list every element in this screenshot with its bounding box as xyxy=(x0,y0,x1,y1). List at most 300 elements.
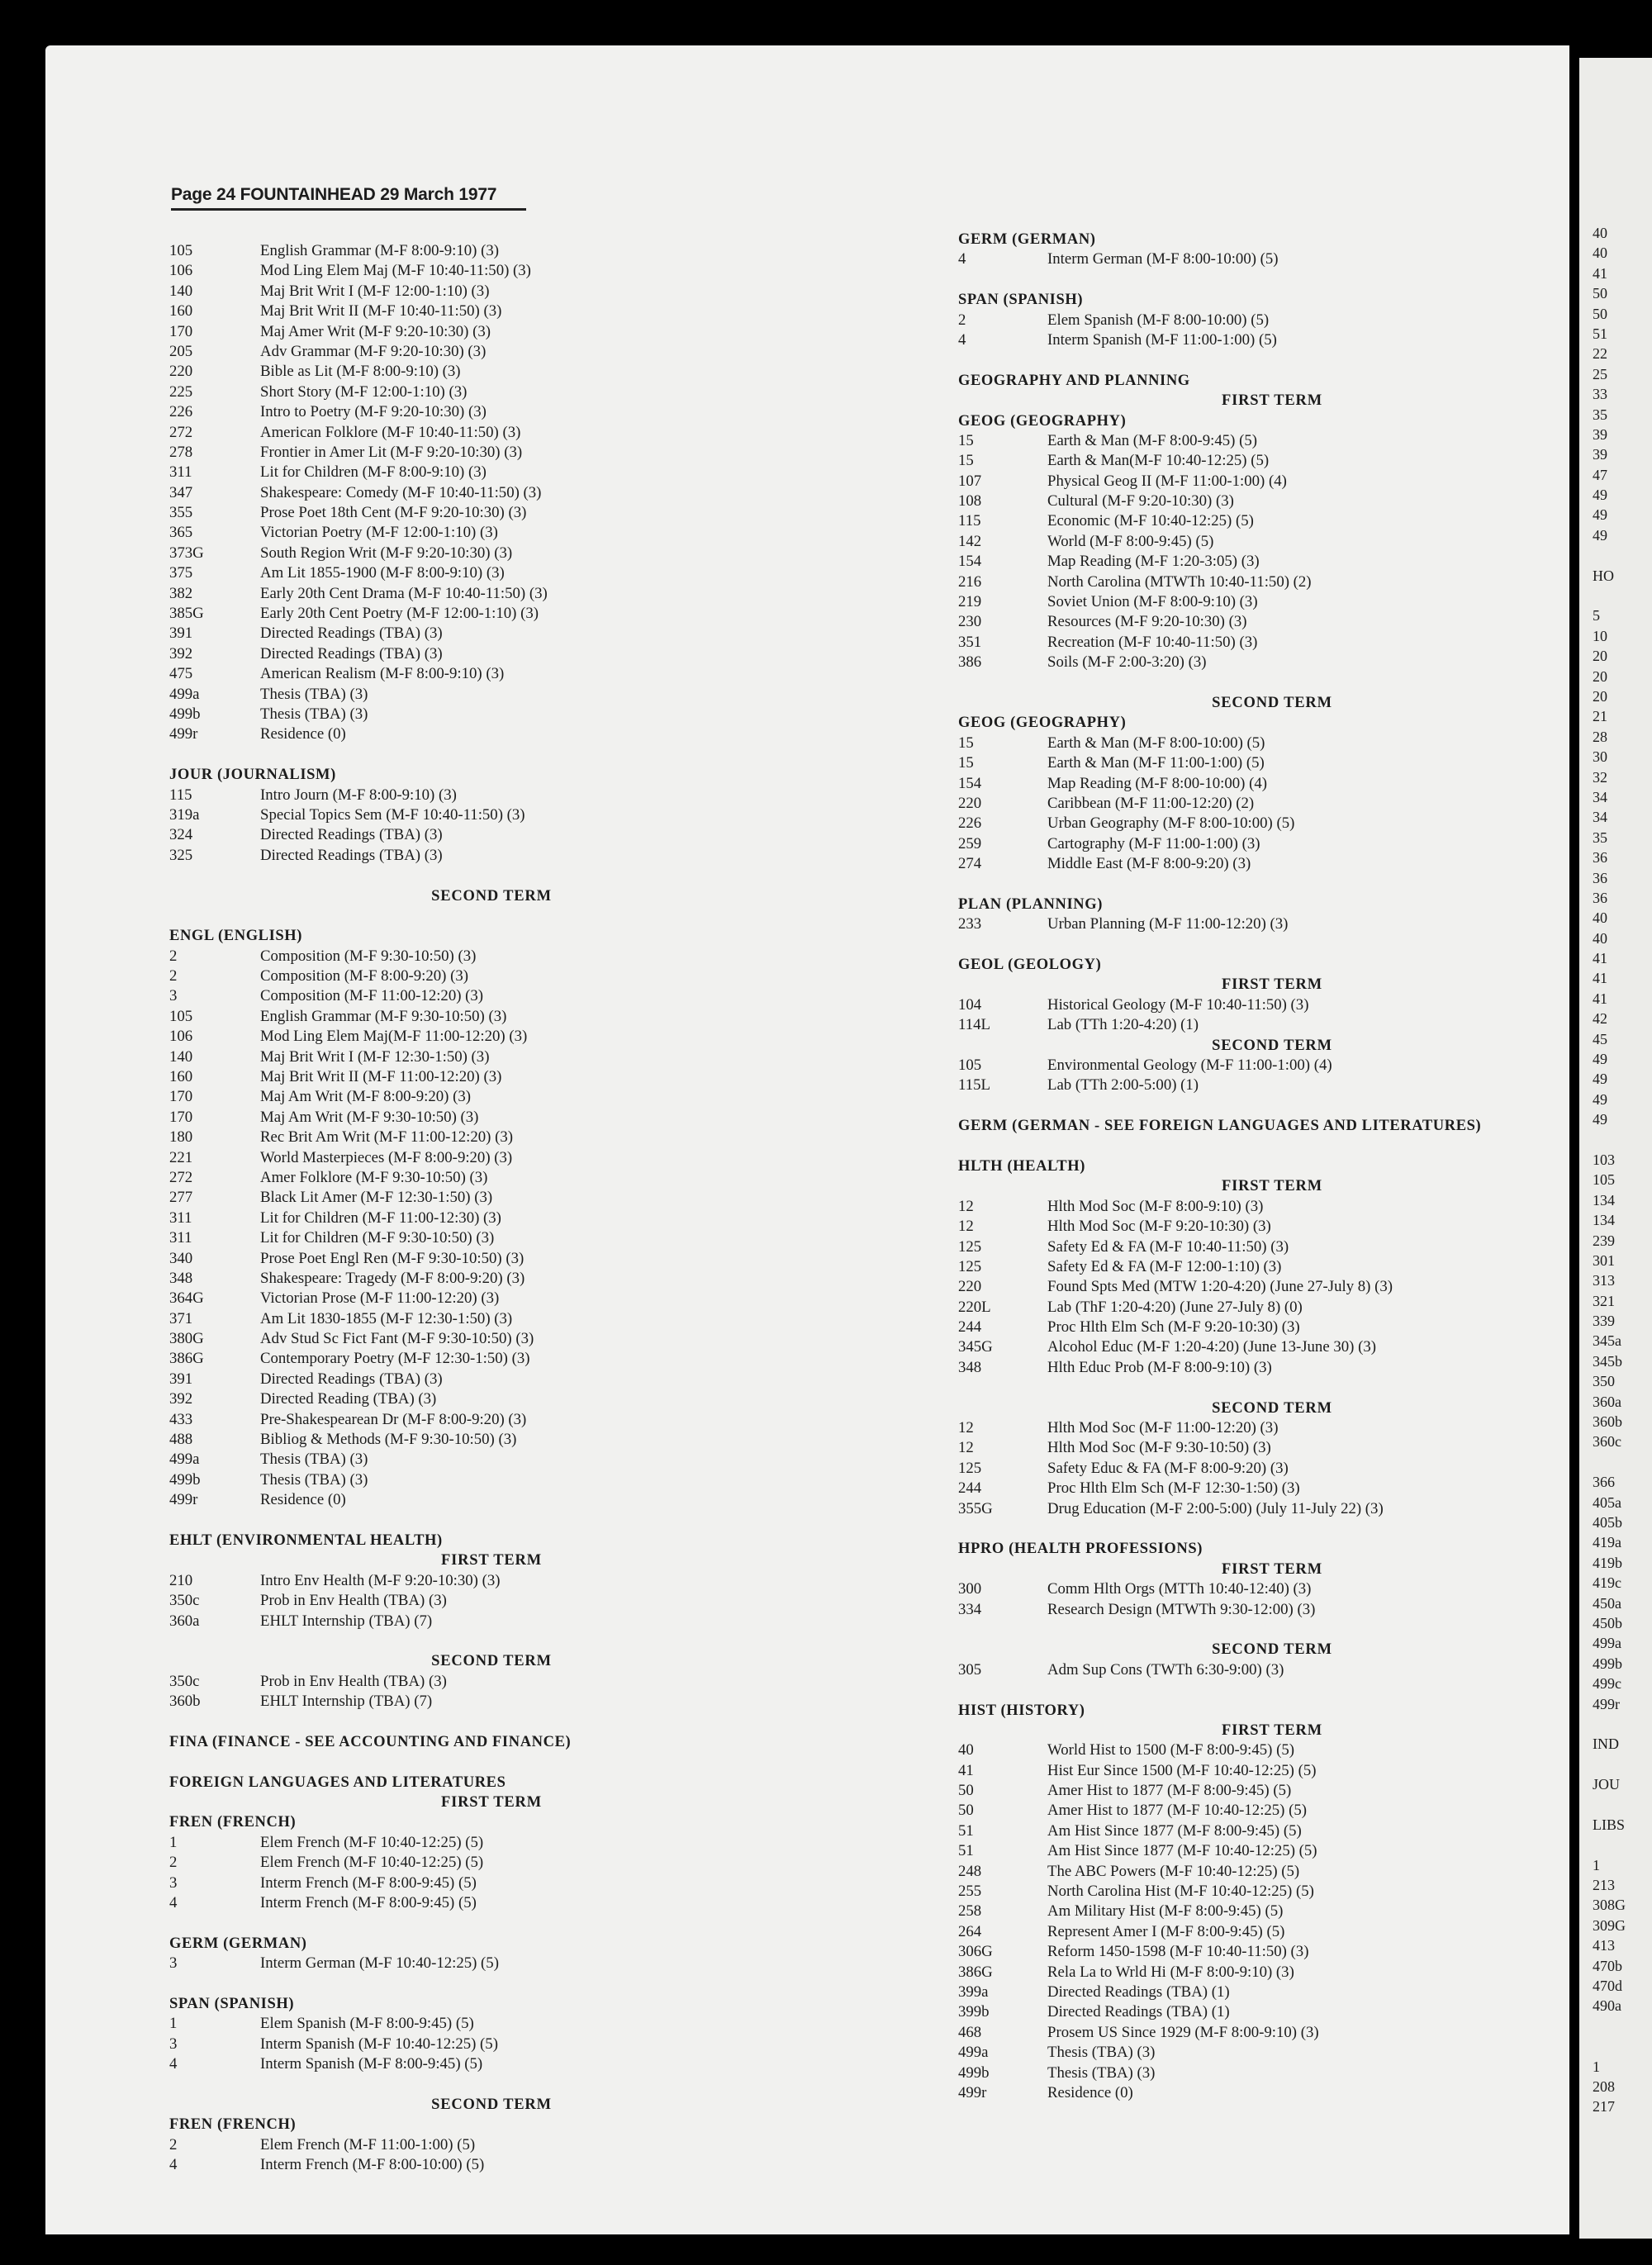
course-title: Residence (0) xyxy=(260,1491,346,1509)
course-title: Hlth Educ Prob (M-F 8:00-9:10) (3) xyxy=(1047,1358,1272,1376)
section-heading: PLAN (PLANNING) xyxy=(958,895,1103,913)
course-title: Economic (M-F 10:40-12:25) (5) xyxy=(1047,512,1254,530)
course-row xyxy=(169,1168,913,1188)
course-row xyxy=(169,463,913,482)
course-number: 319a xyxy=(169,805,200,824)
course-number: 499b xyxy=(958,2063,990,2082)
course-row xyxy=(169,282,913,302)
course-title: Earth & Man (M-F 8:00-10:00) (5) xyxy=(1047,734,1265,752)
course-number: 499r xyxy=(169,1491,198,1509)
course-number: 107 xyxy=(958,472,982,490)
section-heading: GERM (GERMAN - SEE FOREIGN LANGUAGES AND LITERATURES) xyxy=(958,1118,1482,1135)
spacer xyxy=(1593,2016,1650,2036)
course-number: 244 xyxy=(958,1479,982,1498)
course-number: 399b xyxy=(958,2003,990,2021)
course-title: Amer Hist to 1877 (M-F 10:40-12:25) (5) xyxy=(1047,1802,1308,1820)
course-title: Prose Poet Engl Ren (M-F 9:30-10:50) (3) xyxy=(260,1249,525,1267)
course-number: 386G xyxy=(958,1963,993,1981)
course-row xyxy=(169,443,913,463)
course-title: Prosem US Since 1929 (M-F 8:00-9:10) (3) xyxy=(1047,2023,1319,2041)
term-heading: SECOND TERM xyxy=(1212,1641,1332,1659)
course-title: Thesis (TBA) (3) xyxy=(1047,2044,1156,2062)
course-title: Elem French (M-F 11:00-1:00) (5) xyxy=(260,2135,476,2153)
course-number: 382 xyxy=(169,584,193,602)
course-row xyxy=(169,1389,913,1409)
course-row xyxy=(958,1781,1569,1801)
course-row xyxy=(169,544,913,563)
course-title: Directed Readings (TBA) (1) xyxy=(1047,2003,1230,2021)
right-edge-course-column xyxy=(1593,223,1650,2117)
course-title: Represent Amer I (M-F 8:00-9:45) (5) xyxy=(1047,1922,1285,1940)
course-number: 4 xyxy=(169,2156,178,2174)
course-title: Interm Spanish (M-F 8:00-9:45) (5) xyxy=(260,2055,483,2073)
course-row xyxy=(958,854,1569,874)
course-row xyxy=(169,423,913,443)
course-number-fragment: 301 xyxy=(1593,1251,1615,1269)
spacer xyxy=(169,1974,913,1994)
course-number-fragment: 34 xyxy=(1593,788,1607,805)
course-row xyxy=(169,1954,913,1973)
course-row xyxy=(169,724,913,744)
course-number-fragment: 360b xyxy=(1593,1413,1622,1431)
term-heading: SECOND TERM xyxy=(1212,694,1332,711)
course-title: Composition (M-F 9:30-10:50) (3) xyxy=(260,947,477,965)
course-number: 355 xyxy=(169,504,193,522)
course-number-fragment: 103 xyxy=(1593,1151,1615,1168)
course-title: English Grammar (M-F 9:30-10:50) (3) xyxy=(260,1007,507,1025)
course-title: EHLT Internship (TBA) (7) xyxy=(260,1612,433,1630)
course-number-fragment: 41 xyxy=(1593,970,1607,987)
course-title: American Realism (M-F 8:00-9:10) (3) xyxy=(260,665,505,683)
course-row xyxy=(169,664,913,684)
course-number: 4 xyxy=(169,1894,178,1912)
course-number: 380G xyxy=(169,1330,204,1348)
course-number: 499a xyxy=(958,2044,989,2062)
course-number: 12 xyxy=(958,1439,974,1457)
course-row xyxy=(958,834,1569,854)
course-row xyxy=(169,1410,913,1430)
course-row xyxy=(958,1660,1569,1680)
course-title: Maj Brit Writ I (M-F 12:30-1:50) (3) xyxy=(260,1047,490,1066)
masthead-rule xyxy=(171,208,526,211)
course-number: 226 xyxy=(958,814,982,833)
course-row xyxy=(169,1349,913,1369)
course-title: Recreation (M-F 10:40-11:50) (3) xyxy=(1047,633,1258,651)
course-number-fragment: 1 xyxy=(1593,2058,1600,2075)
course-number-fragment: 30 xyxy=(1593,748,1607,766)
course-title: Maj Brit Writ II (M-F 11:00-12:20) (3) xyxy=(260,1068,502,1086)
course-title: Earth & Man (M-F 11:00-1:00) (5) xyxy=(1047,754,1265,772)
course-number-fragment: 28 xyxy=(1593,728,1607,745)
course-title: Safety Ed & FA (M-F 10:40-11:50) (3) xyxy=(1047,1237,1289,1256)
course-title: Early 20th Cent Drama (M-F 10:40-11:50) (3) xyxy=(260,584,548,602)
course-title: Urban Planning (M-F 11:00-12:20) (3) xyxy=(1047,915,1289,933)
course-title: Physical Geog II (M-F 11:00-1:00) (4) xyxy=(1047,472,1287,490)
course-number-fragment: 40 xyxy=(1593,225,1607,241)
course-title: Shakespeare: Comedy (M-F 10:40-11:50) (3) xyxy=(260,483,542,501)
course-row xyxy=(958,311,1569,330)
course-row xyxy=(958,794,1569,814)
spacer xyxy=(169,2075,913,2095)
course-number: 499a xyxy=(169,685,200,703)
course-row xyxy=(169,584,913,604)
term-heading: FIRST TERM xyxy=(1222,1560,1322,1578)
course-row xyxy=(958,1277,1569,1297)
course-number: 12 xyxy=(958,1218,974,1236)
course-row xyxy=(169,1450,913,1470)
course-row xyxy=(958,1076,1569,1095)
course-row xyxy=(958,1600,1569,1620)
course-number-fragment: 10 xyxy=(1593,627,1607,644)
course-number: 2 xyxy=(169,947,178,965)
course-row xyxy=(958,995,1569,1015)
course-number-fragment: 40 xyxy=(1593,245,1607,262)
course-title: Intro Journ (M-F 8:00-9:10) (3) xyxy=(260,786,457,804)
course-number: 15 xyxy=(958,452,974,470)
course-title: Directed Readings (TBA) (3) xyxy=(260,624,443,643)
course-number-fragment: IND xyxy=(1593,1736,1619,1753)
course-number-fragment: 49 xyxy=(1593,1051,1607,1068)
spacer xyxy=(169,1631,913,1651)
course-row xyxy=(169,1853,913,1873)
course-number: 488 xyxy=(169,1431,193,1449)
section-heading: GEOGRAPHY AND PLANNING xyxy=(958,372,1190,389)
course-number: 106 xyxy=(169,262,193,280)
term-heading: FIRST TERM xyxy=(441,1552,542,1569)
course-number: 499b xyxy=(169,705,201,723)
course-number: 248 xyxy=(958,1862,982,1880)
course-number: 3 xyxy=(169,2035,178,2053)
course-title: Hlth Mod Soc (M-F 11:00-12:20) (3) xyxy=(1047,1419,1279,1437)
spacer xyxy=(958,1137,1569,1156)
course-row xyxy=(958,1982,1569,2002)
course-title: Intro Env Health (M-F 9:20-10:30) (3) xyxy=(260,1571,501,1589)
course-number: 311 xyxy=(169,1229,192,1247)
course-number: 360a xyxy=(169,1612,200,1630)
section-heading: GEOG (GEOGRAPHY) xyxy=(958,412,1127,430)
course-title: Maj Brit Writ I (M-F 12:00-1:10) (3) xyxy=(260,282,490,300)
spacer xyxy=(1593,1835,1650,1854)
course-number: 348 xyxy=(958,1358,982,1376)
course-number-fragment: 33 xyxy=(1593,386,1607,403)
course-number-fragment: 105 xyxy=(1593,1171,1615,1189)
section-heading: HLTH (HEALTH) xyxy=(958,1157,1085,1175)
course-number: 340 xyxy=(169,1249,193,1267)
spacer xyxy=(169,1913,913,1933)
course-title: Mod Ling Elem Maj(M-F 11:00-12:20) (3) xyxy=(260,1028,528,1046)
section-heading: FOREIGN LANGUAGES AND LITERATURES xyxy=(169,1774,506,1791)
course-number: 360b xyxy=(169,1693,201,1711)
course-row xyxy=(169,986,913,1006)
course-row xyxy=(958,1499,1569,1519)
course-title: Prob in Env Health (TBA) (3) xyxy=(260,1672,447,1690)
course-number: 468 xyxy=(958,2023,982,2041)
course-row xyxy=(958,1902,1569,1921)
course-row xyxy=(169,1269,913,1289)
course-number-fragment: 313 xyxy=(1593,1272,1615,1289)
course-row xyxy=(958,1237,1569,1257)
course-number: 305 xyxy=(958,1660,982,1679)
course-number: 15 xyxy=(958,754,974,772)
course-number: 226 xyxy=(169,403,193,421)
course-number: 3 xyxy=(169,1954,178,1973)
course-number: 154 xyxy=(958,553,982,571)
course-number-fragment: 22 xyxy=(1593,345,1607,363)
course-number-fragment: 499a xyxy=(1593,1635,1621,1652)
course-row xyxy=(958,774,1569,794)
course-number-fragment: 32 xyxy=(1593,768,1607,786)
course-row xyxy=(958,753,1569,773)
course-row xyxy=(169,1370,913,1389)
course-title: Map Reading (M-F 1:20-3:05) (3) xyxy=(1047,553,1260,571)
course-row xyxy=(958,2083,1569,2103)
course-title: Composition (M-F 11:00-12:20) (3) xyxy=(260,987,484,1005)
course-number-fragment: JOU xyxy=(1593,1776,1621,1793)
spacer xyxy=(958,1620,1569,1640)
course-row xyxy=(169,1309,913,1329)
course-title: Thesis (TBA) (3) xyxy=(260,1451,368,1469)
course-row xyxy=(958,1882,1569,1902)
section-heading: SPAN (SPANISH) xyxy=(169,1995,295,2012)
course-number: 114L xyxy=(958,1016,990,1034)
course-row xyxy=(169,1893,913,1913)
course-number: 51 xyxy=(958,1842,974,1860)
course-row xyxy=(169,1289,913,1308)
course-number-fragment: 499b xyxy=(1593,1655,1622,1672)
course-row xyxy=(169,1047,913,1067)
course-row xyxy=(958,511,1569,531)
course-row xyxy=(169,483,913,503)
course-number: 433 xyxy=(169,1410,193,1428)
course-number: 300 xyxy=(958,1580,982,1598)
course-number-fragment: 40 xyxy=(1593,909,1607,927)
course-number: 311 xyxy=(169,1208,192,1227)
course-row xyxy=(958,1459,1569,1479)
course-number: 272 xyxy=(169,423,193,441)
course-title: Interm French (M-F 8:00-9:45) (5) xyxy=(260,1873,477,1892)
course-number-fragment: 1 xyxy=(1593,1856,1600,1873)
course-title: Found Spts Med (MTW 1:20-4:20) (June 27-July 8) (3) xyxy=(1047,1278,1393,1296)
course-number-fragment: 405b xyxy=(1593,1514,1622,1531)
course-row xyxy=(169,402,913,422)
course-title: Early 20th Cent Poetry (M-F 12:00-1:10) (3) xyxy=(260,605,539,623)
course-row xyxy=(169,1490,913,1510)
course-number-fragment: 405a xyxy=(1593,1493,1621,1511)
section-heading: EHLT (ENVIRONMENTAL HEALTH) xyxy=(169,1532,443,1549)
section-heading: GEOL (GEOLOGY) xyxy=(958,957,1102,974)
course-row xyxy=(169,1208,913,1228)
course-title: Resources (M-F 9:20-10:30) (3) xyxy=(1047,613,1247,631)
course-number-fragment: 309G xyxy=(1593,1916,1626,1934)
course-number: 392 xyxy=(169,1390,193,1408)
course-number: 51 xyxy=(958,1821,974,1840)
left-course-column xyxy=(169,241,913,2176)
course-row xyxy=(169,2135,913,2155)
course-number-fragment: 134 xyxy=(1593,1212,1615,1229)
course-row xyxy=(958,2063,1569,2083)
course-title: Interm Spanish (M-F 11:00-1:00) (5) xyxy=(1047,330,1277,349)
course-title: Research Design (MTWTh 9:30-12:00) (3) xyxy=(1047,1600,1316,1618)
course-row xyxy=(958,1197,1569,1217)
course-number: 3 xyxy=(169,1873,178,1892)
course-title: Lab (ThF 1:20-4:20) (June 27-July 8) (0) xyxy=(1047,1298,1303,1316)
course-number: 221 xyxy=(169,1148,193,1166)
course-number-fragment: 208 xyxy=(1593,2077,1615,2095)
course-row xyxy=(958,2002,1569,2022)
course-title: Historical Geology (M-F 10:40-11:50) (3) xyxy=(1047,995,1309,1014)
course-number: 170 xyxy=(169,1108,193,1126)
course-title: Bible as Lit (M-F 8:00-9:10) (3) xyxy=(260,363,461,381)
course-number: 385G xyxy=(169,605,204,623)
spacer xyxy=(1593,1755,1650,1774)
course-title: North Carolina (MTWTh 10:40-11:50) (2) xyxy=(1047,572,1312,591)
course-number: 255 xyxy=(958,1883,982,1901)
course-number-fragment: 50 xyxy=(1593,305,1607,322)
course-number: 12 xyxy=(958,1197,974,1215)
course-row xyxy=(958,1963,1569,1982)
course-title: Middle East (M-F 8:00-9:20) (3) xyxy=(1047,855,1251,873)
course-number: 50 xyxy=(958,1802,974,1820)
course-title: EHLT Internship (TBA) (7) xyxy=(260,1693,433,1711)
course-number: 306G xyxy=(958,1943,993,1961)
course-row xyxy=(169,563,913,583)
course-row xyxy=(169,261,913,281)
course-row xyxy=(958,1298,1569,1318)
section-heading: FREN (FRENCH) xyxy=(169,2116,297,2134)
course-number: 1 xyxy=(169,1833,178,1851)
course-number: 311 xyxy=(169,463,192,482)
course-number: 2 xyxy=(958,311,966,329)
course-title: World Masterpieces (M-F 8:00-9:20) (3) xyxy=(260,1148,513,1166)
course-row xyxy=(169,2155,913,2175)
course-row xyxy=(958,1922,1569,1942)
course-title: Hist Eur Since 1500 (M-F 10:40-12:25) (5) xyxy=(1047,1761,1317,1779)
spacer xyxy=(1593,545,1650,565)
spacer xyxy=(169,1511,913,1531)
course-row xyxy=(958,572,1569,592)
course-title: Earth & Man(M-F 10:40-12:25) (5) xyxy=(1047,452,1270,470)
course-row xyxy=(169,644,913,664)
course-number: 350c xyxy=(169,1592,200,1610)
course-number: 264 xyxy=(958,1922,982,1940)
course-row xyxy=(958,330,1569,350)
course-title: Interm German (M-F 10:40-12:25) (5) xyxy=(260,1954,499,1973)
course-title: Safety Educ & FA (M-F 8:00-9:20) (3) xyxy=(1047,1459,1289,1477)
course-number-fragment: 360c xyxy=(1593,1433,1621,1451)
spacer xyxy=(958,1519,1569,1539)
term-heading: FIRST TERM xyxy=(1222,1721,1322,1739)
course-row xyxy=(169,2054,913,2074)
course-number-fragment: 5 xyxy=(1593,607,1600,624)
course-number-fragment: 345b xyxy=(1593,1352,1622,1370)
spacer xyxy=(169,906,913,926)
course-number: 154 xyxy=(958,774,982,792)
course-title: Shakespeare: Tragedy (M-F 8:00-9:20) (3) xyxy=(260,1269,525,1287)
course-number-fragment: 41 xyxy=(1593,950,1607,967)
course-title: Amer Hist to 1877 (M-F 8:00-9:45) (5) xyxy=(1047,1782,1292,1800)
course-number: 364G xyxy=(169,1289,204,1308)
course-number: 106 xyxy=(169,1028,193,1046)
course-title: Adv Stud Sc Fict Fant (M-F 9:30-10:50) (3) xyxy=(260,1330,534,1348)
course-title: Directed Readings (TBA) (3) xyxy=(260,846,443,864)
course-number: 142 xyxy=(958,532,982,550)
course-row xyxy=(958,1418,1569,1438)
course-title: Interm Spanish (M-F 10:40-12:25) (5) xyxy=(260,2035,498,2053)
course-row xyxy=(169,322,913,342)
term-heading: FIRST TERM xyxy=(1222,392,1322,410)
course-row xyxy=(169,1188,913,1208)
course-number-fragment: 217 xyxy=(1593,2098,1615,2115)
term-heading: FIRST TERM xyxy=(1222,1178,1322,1195)
course-row xyxy=(169,1833,913,1853)
middle-course-column xyxy=(958,230,1569,2103)
course-number: 350c xyxy=(169,1672,200,1690)
course-title: Contemporary Poetry (M-F 12:30-1:50) (3) xyxy=(260,1350,530,1368)
course-title: American Folklore (M-F 10:40-11:50) (3) xyxy=(260,423,521,441)
course-number: 220 xyxy=(169,363,193,381)
course-number-fragment: 450b xyxy=(1593,1614,1622,1631)
course-row xyxy=(958,1438,1569,1458)
course-title: Proc Hlth Elm Sch (M-F 12:30-1:50) (3) xyxy=(1047,1479,1300,1498)
course-number-fragment: 450a xyxy=(1593,1594,1621,1612)
course-row xyxy=(958,2023,1569,2043)
course-title: Safety Ed & FA (M-F 12:00-1:10) (3) xyxy=(1047,1257,1282,1275)
course-row xyxy=(958,431,1569,451)
course-number-fragment: 345a xyxy=(1593,1332,1621,1350)
course-number: 272 xyxy=(169,1168,193,1186)
section-heading: GEOG (GEOGRAPHY) xyxy=(958,715,1127,732)
course-number: 371 xyxy=(169,1309,193,1327)
course-title: Alcohol Educ (M-F 1:20-4:20) (June 13-June 30) (3) xyxy=(1047,1338,1376,1356)
course-row xyxy=(958,1579,1569,1599)
course-number-fragment: 413 xyxy=(1593,1937,1615,1954)
course-row xyxy=(958,633,1569,653)
course-number: 324 xyxy=(169,826,193,844)
course-number-fragment: 21 xyxy=(1593,708,1607,725)
course-number-fragment: 39 xyxy=(1593,446,1607,463)
course-number: 1 xyxy=(169,2015,178,2033)
course-title: Thesis (TBA) (3) xyxy=(260,685,368,703)
course-number: 347 xyxy=(169,483,193,501)
course-title: North Carolina Hist (M-F 10:40-12:25) (5) xyxy=(1047,1883,1314,1901)
course-row xyxy=(958,552,1569,572)
course-number: 50 xyxy=(958,1782,974,1800)
course-number: 12 xyxy=(958,1419,974,1437)
course-number: 160 xyxy=(169,1068,193,1086)
course-title: Amer Folklore (M-F 9:30-10:50) (3) xyxy=(260,1168,488,1186)
course-title: Soils (M-F 2:00-3:20) (3) xyxy=(1047,653,1207,672)
course-row xyxy=(958,451,1569,471)
course-number-fragment: 49 xyxy=(1593,526,1607,544)
course-row xyxy=(958,1479,1569,1498)
course-number: 348 xyxy=(169,1269,193,1287)
course-number-fragment: 36 xyxy=(1593,849,1607,867)
course-title: Black Lit Amer (M-F 12:30-1:50) (3) xyxy=(260,1189,493,1207)
course-title: Mod Ling Elem Maj (M-F 10:40-11:50) (3) xyxy=(260,262,531,280)
course-row xyxy=(958,592,1569,612)
course-title: Lit for Children (M-F 11:00-12:30) (3) xyxy=(260,1208,501,1227)
course-row xyxy=(169,1027,913,1047)
course-title: Lab (TTh 2:00-5:00) (1) xyxy=(1047,1076,1199,1095)
course-number-fragment: 360a xyxy=(1593,1393,1621,1410)
course-number-fragment: 419c xyxy=(1593,1574,1621,1592)
course-number: 115 xyxy=(958,512,981,530)
course-number-fragment: 36 xyxy=(1593,869,1607,886)
course-number: 180 xyxy=(169,1128,193,1147)
course-row xyxy=(169,1067,913,1087)
course-title: Caribbean (M-F 11:00-12:20) (2) xyxy=(1047,794,1255,812)
course-title: Adm Sup Cons (TWTh 6:30-9:00) (3) xyxy=(1047,1660,1284,1679)
